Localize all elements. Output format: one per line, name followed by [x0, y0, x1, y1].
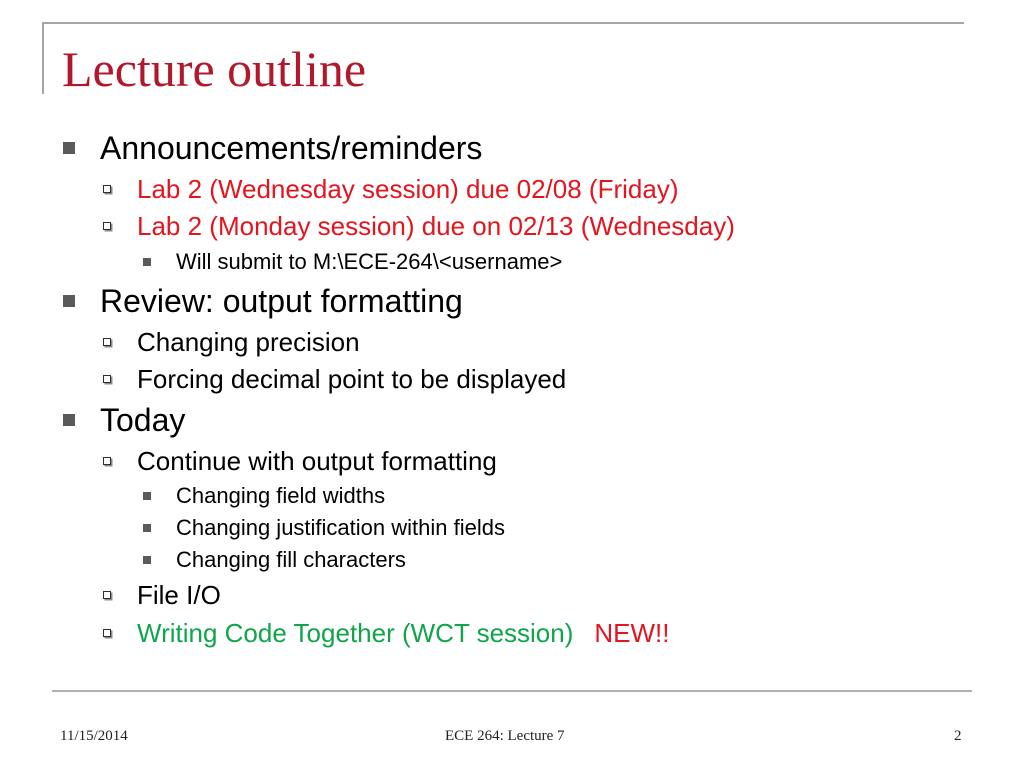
- list-item: [176, 248, 562, 276]
- list-item: [137, 209, 735, 243]
- hollow-square-bullet-icon: [103, 338, 111, 346]
- list-item: [176, 514, 505, 542]
- hollow-square-bullet-icon: [103, 629, 111, 637]
- footer-course: ECE 264: Lecture 7: [445, 728, 565, 744]
- title-frame-horizontal-line: [42, 22, 964, 24]
- list-item: [100, 128, 482, 168]
- square-bullet-icon: [143, 556, 151, 564]
- list-item: [137, 578, 221, 612]
- list-item-text: Changing precision: [137, 326, 360, 357]
- square-bullet-icon: [143, 258, 151, 266]
- list-item: [137, 325, 360, 359]
- list-item: [100, 400, 185, 440]
- footer-date: 11/15/2014: [60, 728, 128, 744]
- hollow-square-bullet-icon: [103, 185, 111, 193]
- footer-divider: [52, 690, 972, 692]
- list-item-text: File I/O: [137, 579, 221, 610]
- hollow-square-bullet-icon: [103, 222, 111, 230]
- list-item: [176, 482, 385, 510]
- list-item-text: Changing justification within fields: [176, 515, 505, 540]
- list-item-text: Lab 2 (Wednesday session) due 02/08 (Friday): [137, 173, 679, 204]
- list-item-text: Changing field widths: [176, 483, 386, 508]
- list-item-text: Will submit to M:\ECE-264\<username>: [176, 249, 563, 274]
- square-bullet-icon: [63, 295, 75, 307]
- footer-page-number: 2: [954, 728, 962, 744]
- hollow-square-bullet-icon: [103, 591, 111, 599]
- list-item-text: Changing fill characters: [176, 547, 406, 572]
- hollow-square-bullet-icon: [103, 457, 111, 465]
- title-frame-vertical-line: [42, 22, 44, 94]
- list-item: [137, 616, 670, 650]
- list-item-text: Continue with output formatting: [137, 445, 497, 476]
- list-item-text: Forcing decimal point to be displayed: [137, 363, 567, 394]
- list-item: [137, 172, 678, 206]
- list-item: [176, 546, 406, 574]
- list-item: [137, 444, 497, 478]
- list-item-text: Announcements/reminders: [100, 129, 483, 166]
- square-bullet-icon: [63, 142, 75, 154]
- list-item-text: Review: output formatting: [100, 282, 463, 319]
- list-item: [100, 281, 463, 321]
- new-label: NEW!!: [594, 617, 670, 648]
- square-bullet-icon: [143, 492, 151, 500]
- list-item-text: Writing Code Together (WCT session): [137, 617, 574, 648]
- slide-title: Lecture outline: [62, 41, 367, 97]
- hollow-square-bullet-icon: [103, 375, 111, 383]
- list-item: [137, 362, 566, 396]
- list-item-text: Today: [100, 401, 186, 438]
- square-bullet-icon: [63, 414, 75, 426]
- list-item-text: Lab 2 (Monday session) due on 02/13 (Wednesday): [137, 210, 735, 241]
- square-bullet-icon: [143, 524, 151, 532]
